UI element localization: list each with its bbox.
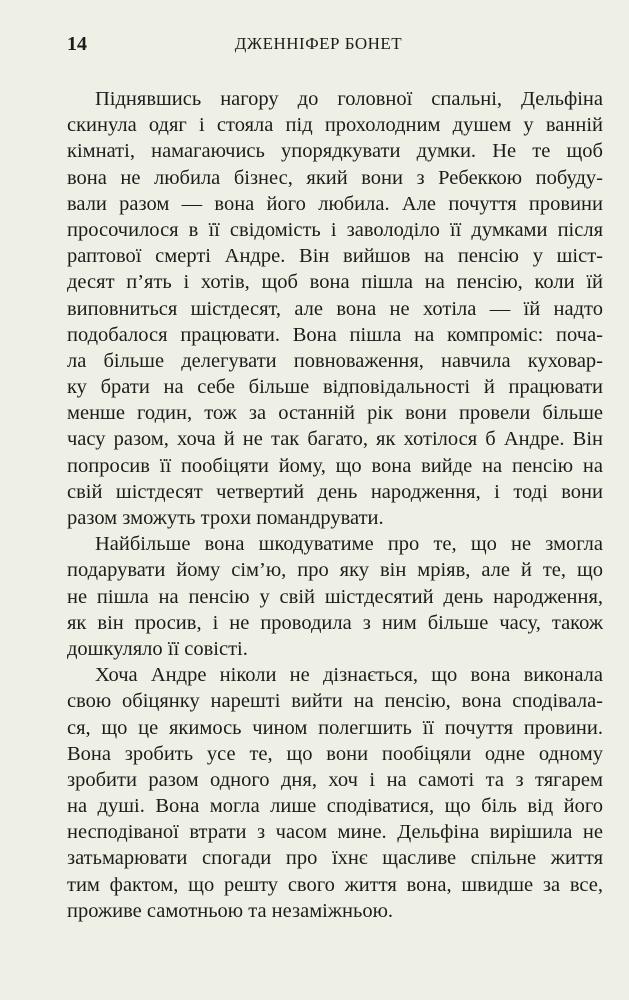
text-line: менше годин, тож за останній рік вони провели більше — [67, 402, 603, 425]
body-text — [67, 86, 603, 924]
text-line: зробити разом одного дня, хоч і на самоті та з тягарем — [67, 768, 603, 791]
text-line: часу разом, хоча й не так багато, як хотілося б Андре. Він — [67, 428, 603, 451]
text-line: попросив її пообіцяти йому, що вона вийде на пенсію на — [67, 454, 603, 477]
running-head: ДЖЕННІФЕР БОНЕТ — [234, 34, 403, 53]
text-line: Хоча Андре ніколи не дізнається, що вона виконала — [95, 664, 603, 687]
text-line: подобалося працювати. Вона пішла на компроміс: поча- — [67, 323, 603, 346]
text-line: дошкуляло її совісті. — [67, 637, 248, 660]
text-line: затьмарювати спогади про їхнє щасливе спільне життя — [67, 847, 603, 870]
text-line: Вона зробить усе те, що вони пообіцяли одне одному — [67, 742, 603, 765]
paragraph — [67, 662, 603, 924]
text-line: просочилося в її свідомість і заволоділо її думками після — [67, 218, 603, 241]
text-line: не пішла на пенсію у свій шістдесятий день народження, — [67, 585, 603, 608]
text-line: десят п’ять і хотів, щоб вона пішла на пенсію, коли їй — [67, 271, 603, 294]
text-line: вали разом — вона його любила. Але почуття провини — [67, 192, 603, 215]
text-line: подарувати йому сім’ю, про яку він мріяв, але й те, що — [67, 559, 603, 582]
text-line: кімнаті, намагаючись упорядкувати думки. Не те щоб — [67, 140, 603, 163]
text-line: Найбільше вона шкодуватиме про те, що не змогла — [95, 533, 603, 556]
paragraph — [67, 86, 603, 531]
text-line: ся, що це якимось чином полегшить її почуття провини. — [67, 716, 603, 739]
text-line: ла більше делегувати повноваження, навчила куховар- — [67, 349, 603, 372]
text-line: скинула одяг і стояла під прохолодним душем у ванній — [67, 114, 603, 137]
page-number: 14 — [67, 33, 87, 55]
text-line: на душі. Вона могла лише сподіватися, що біль від його — [67, 795, 603, 818]
text-line: ку брати на себе більше відповідальності й працювати — [67, 376, 603, 399]
text-line: проживе самотньою та незаміжньою. — [67, 899, 394, 922]
text-line: як він просив, і не проводила з ним більше часу, також — [67, 611, 603, 634]
text-line: свою обіцянку нарешті вийти на пенсію, вона сподівала- — [67, 690, 603, 713]
text-line: Піднявшись нагору до головної спальні, Дельфіна — [95, 88, 603, 110]
text-line: свій шістдесят четвертий день народження, і тоді вони — [67, 480, 603, 503]
paragraph — [67, 531, 603, 662]
text-line: вона не любила бізнес, який вони з Ребеккою побуду- — [67, 166, 603, 189]
text-line: виповниться шістдесят, але вона не хотіла — їй надто — [67, 297, 603, 320]
text-line: разом зможуть трохи помандрувати. — [67, 507, 384, 529]
text-line: несподіваної втрати з часом мине. Дельфіна вирішила не — [67, 821, 603, 844]
text-line: тим фактом, що решту свого життя вона, швидше за все, — [67, 873, 603, 896]
text-line: раптової смерті Андре. Він вийшов на пенсію у шіст- — [67, 245, 603, 268]
